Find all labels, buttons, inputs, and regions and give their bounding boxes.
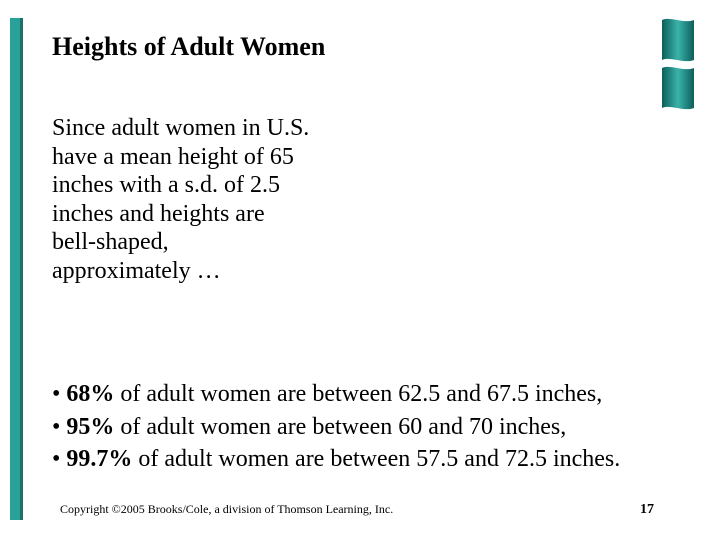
copyright-text: Copyright ©2005 Brooks/Cole, a division of Thomson Learning, Inc. xyxy=(60,502,394,516)
bullet-marker: • xyxy=(52,413,61,440)
bullet-marker: • xyxy=(52,381,61,407)
bullet-percent: 95% xyxy=(66,413,115,440)
bullet-text: of adult women are between 57.5 and 72.5 inches. xyxy=(138,446,621,472)
bullet-list xyxy=(52,378,692,476)
bullet-text: of adult women are between 62.5 and 67.5 inches, xyxy=(120,381,603,407)
left-accent-bar xyxy=(10,18,20,520)
bullet-item xyxy=(52,378,692,411)
intro-paragraph: Since adult women in U.S. have a mean height of 65 inches with a s.d. of 2.5 inches and heights are bell-shaped, approximately … xyxy=(52,115,310,284)
bullet-marker: • xyxy=(52,446,61,472)
bullet-item xyxy=(52,411,692,444)
bullet-percent: 68% xyxy=(66,381,115,407)
bullet-text: of adult women are between 60 and 70 inches, xyxy=(120,413,567,440)
slide-title: Heights of Adult Women xyxy=(52,32,326,61)
bullet-percent: 99.7% xyxy=(66,446,133,472)
bullet-item xyxy=(52,443,692,476)
ribbon-decoration-icon xyxy=(656,16,700,114)
page-number: 17 xyxy=(640,502,654,517)
